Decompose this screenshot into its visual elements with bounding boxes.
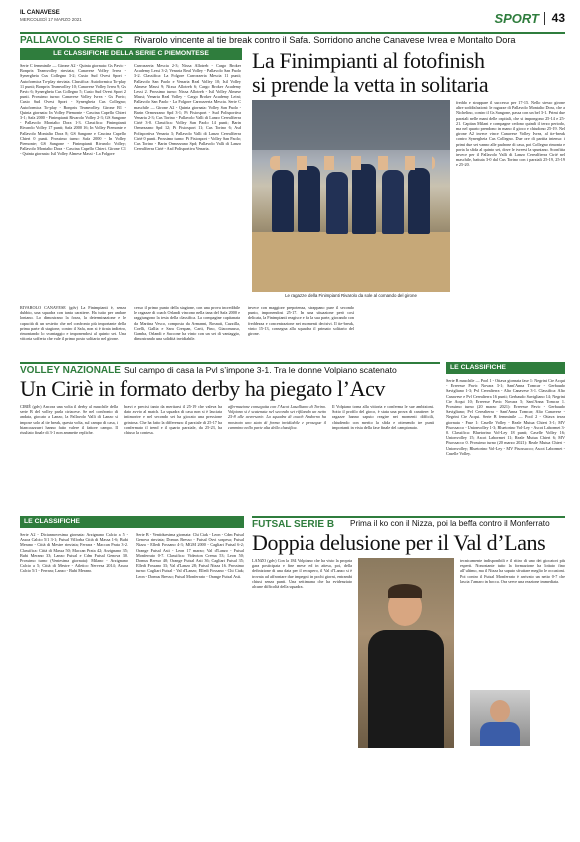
futsal-body-2: tecnicamente indisponibili e il ritiro di uno dei giocatori più esperti. Nonostante tutto la formazione ha lottato fino all’ultimo, ma il Nizza ha saputo sfruttare meglio le occasioni. Poi contro il Futsal Monferrato è arrivato un netto 0-7 che lascia l’amaro in bocca. Ora serve una reazione immediata. [460,558,565,584]
futsal-standings-box [20,516,244,748]
story2-headline: Un Ciriè in formato derby ha piegato l’Acv [20,376,386,401]
photo-heads [270,156,435,170]
story1-body-right: invece con maggiore prepotenza, strappano pure il secondo punto, imponendosi 25-17. In una situazione però così delicata, la Finimpianti reagisce e fa la sua parte, giocando con freddezza e concentrazione nei momenti decisivi. Il tie-break, vinto 15-13, consegna alla squadra il primato solitario del girone. [248,305,354,337]
small-photo-body [480,722,520,746]
section-divider [544,12,545,25]
photo-player-2 [298,166,320,232]
standings-box-title: LE CLASSIFICHE DELLA SERIE C PIEMONTESE [20,48,242,60]
story1-kicker: PALLAVOLO SERIE C [20,35,123,46]
story2-col-3: affermazione conseguita con l’Ascot Lasalliano di Torino. Volpiano si è scatenata nel secondo set rifilando un netto 25-8 alle avversarie. La squadra di coach Andorno ha mostrato uno stato di forma invidiabile e prosegue il cammino nella parte alta della classifica. [228,404,326,430]
story1-headline-1: La Finimpianti al fotofinish [252,48,485,73]
story1-right-column: freddo e strappare il successo per 17-15. Nello stesso girone altre soddisfazioni: le ragazze di Pallavolo Montalto Dora, che a Nichelino, contro il Gs Sangone, passa con un bel 3-1. Primi due parziali nelle mani delle ospitali, che si impongono 25-14 e 25-21. Capitan Milani e compagne cedono quindi il terzo periodo, ma nel quarto prendono in mano il gioco e chiudono 25-19. Nel girone A2 invece vince Canavese Volley Ivrea, al tie-break contro Synergheia Cus Collegno. Due ore di partita intensa: i primi due set vanno alle padrone di casa, poi Collegno rimonta e porta la sfida al quinto set, dove le ivreesi la spuntano. Sconfitta invece per il Pallavolo Valli di Lanzo Cerealfierra Cirié nel maschile, battuta 3-0 dal Cus Torino con i parziali 25-19, 25-19 e 25-20. [456,100,565,168]
futsal-subhead: Prima il ko con il Nizza, poi la beffa contro il Monferrato [350,519,550,528]
futsal-kicker-bar [252,516,565,531]
masthead [20,10,565,32]
story1-headline-2: si prende la vetta in solitaria [252,72,489,97]
futsal-small-photo [470,690,530,746]
story2-col-4: Il Volpiano torna alla vittoria e conferma le sue ambizioni. Sotto il profilo del gioco, è stata una prova di carattere: le ragazze hanno saputo reagire nei momenti difficili, chiudendo con merito la sfida e ottenendo tre punti importanti in vista della fase finale del campionato. [332,404,434,430]
serie-b-box-title: LE CLASSIFICHE [446,362,565,374]
serie-c-standings-box [20,48,242,302]
story1-body-far [362,305,452,357]
futsal-box-title: LE CLASSIFICHE [20,516,244,528]
photo-player-1 [272,170,294,232]
section-title: SPORT [494,11,539,26]
story2-col-2: bravi e precisi tanto da meritarsi il 25-19 che valeva ha dato avvio al match. La squadra di casa non si è lasciata intimorire e nel secondo set ha giocato una pressione grintosa. Che ha fatto la differenza: il parziale di 25-17 ha confermato il trend e il quarto parziale, da 25-23, ha chiuso la contesa. [124,404,222,436]
story1-body-left-text: RIVAROLO CANAVESE (gdv) La Finimpianti è, senza dubbio, una squadra con tanta carattere. Ha tutto per andare lontano. Lo dimostrano la forza, la determinazione e le capacità di un sestetto che nel confronto più importante della prima parte di stagione, contro il Safa, non si è tirata indietro, rimontando lo svantaggio e imponendosi al quinto set. Una vittoria sofferta che vale il primo posto solitario nel girone. [20,305,126,342]
standings-col-1: Serie C femminile — Girone A2 - Quinta giornata: Gs Pavic - Bonprix Teamvolley rinviata; Canavese Volley Ivrea - Synergheia Cus Collegno 3-2; Cusio Sud Ovest Sport - Autoformica To-play rinviata. Classifica: Autoformica To-play 11 punti; Bonprix Teamvolley 10; Canavese Volley Ivrea 9; Gs Pavic 6; Synergheia Cus Collegno 5; Cusio Sud Ovest Sport 2 punti. Prossimo turno: Canavese Volley Ivrea - Gs Pavic; Cusio Sud Ovest Sport - Synergheia Cus Collegno; Autoformica To-play - Bonprix Teamvolley. Girone B1 - Quinta giornata: In Volley Piemonte - Cascina Capello Chieri 3-1; Safa 2000 - Finimpianti Rivarolo Volley 2-3; GS Sangone - Pallavolo Montalto Dora 1-3. Classifica: Finimpianti Rivarolo Volley 17 punti; Safa 2000 16; In Volley Piemonte e Pallavolo Montalto Dora 8; GS Sangone e Cascina Capello Chieri 0 punti. Prossimo turno: Safa 2000 - In Volley Piemonte; GS Sangone - Finimpianti Rivarolo Volley; Pallavolo Montalto Dora - Cascina Capello Chieri. Girone C1 - Quinta giornata: Isil Volley Almese Massi - La Folgore [20,63,126,157]
photo-player-4 [352,164,376,234]
futsal-kicker: FUTSAL SERIE B [252,519,335,530]
story2-col-1: CIRIÈ (gdv) Ancora una volta il derby al maschile della serie B del volley parla ciriacese. Se nel confronto di andata, giocato a Lanzo, la Pallavolo Valli di Lanzo si impose solo al tie break, questa volta, sul campo di casa, i biancoazzurri hanno fatto valere il fattore campo. Il risultato finale di 3-1 non ammette repliche. [20,404,118,436]
photo-wall [252,100,450,150]
futsal-body-1: LANZO (gdv) Con la 184 Volpiano che ha visto la propria gara posticipata e fine mese ed in attesa, poi, della definizione di una data per il recupero, il Val d’Lanzo si è trovata ad affrontare due impegni in pochi giorni, entrambi chiusi senza punti. Una settimana che ha evidenziato alcune difficoltà della squadra. [252,558,352,590]
story2-subhead: Sul campo di casa la Pvl s’impone 3-1. Tra le donne Volpiano scatenato [124,365,397,375]
paper-name: IL CANAVESE [20,10,60,16]
team-photo-caption: Le ragazze della Finimpianti Rivarolo da sole al comando del girone [285,293,417,298]
photo-player-6 [408,168,430,234]
futsal-col-2: Serie B - Ventiduesima giornata: Chi Ciak - Leon - Cdm Futsal Genova rinviata; Domus Bresso - Futsal Osvi sospesa; Futsal Nizza - Elledi Fossano 4-3; MGM 2000 - Cagliari Futsal 6-2; Orange Futsal Asti - Leon 17 marzo; Val d'Lanzo - Futsal Monferrato 0-7. Classifica: Videoton Crema 53; Leon 50; Domus Bresso 40; Orange Futsal Asti 36; Cagliari Futsal 35; Elledi Fossano 33; Val d'Lanzo 28; Futsal Nizza 16. Prossimo turno: Cagliari Futsal - Val d'Lanzo; Elledi Fossano - Chi Ciak; Leon - Domus Bresso; Futsal Monferrato - Orange Futsal Asti. [136,532,244,579]
photo-player-3 [326,172,348,234]
team-photo [252,100,450,292]
futsal-player-photo [358,558,454,748]
story1-body-mid: cesso il primo punto della stagione, con una prova incredibile le ragazze di coach Orlandi vincono nella tana del Safa 2000 e raggiungono la testa della classifica. La compagine capitanata da Martina Vesco, composta da Armanni, Rosnati, Cuzzilla, Coelli, Gallia e Sara Crespan, Carti, Fino, Giacomasso, Gamba, Orlandi e Saccone ha vinto con un set di vantaggio, dimostrando una solidità invidiabile. [134,305,240,342]
story2-kicker: VOLLEY NAZIONALE [20,365,121,376]
page-number: 43 [551,11,565,25]
small-photo-head [490,700,510,722]
serie-b-standings-box [446,362,565,512]
futsal-player-hair [388,584,422,598]
photo-floor [252,232,450,292]
photo-player-5 [382,170,404,234]
story1-subhead: Rivarolo vincente al tie break contro il Safa. Sorridono anche Canavese Ivrea e Montalto Dora [134,35,516,45]
serie-b-box-text: Serie B maschile — Pool 1 - Ottava giornata fase 1: Negrini Cte Acqui - Erreesse Pavic Novara 3-1; Sant'Anna Tomcar - Gerbaudo Savigliano 1-3; Pvl Cerealterra - Alto Canavese 3-1. Classifica: Alto Canavese e Pvl Cerealterra 16 punti; Gerbaudo Savigliano 14; Negrini Cte Acqui 10; Erreesse Pavic Novara 5; Sant'Anna Tomcar 1. Prossimo turno (20 marzo 2021): Erreesse Pavic - Gerbaudo Savigliano; Pvl Cerealterra - Sant'Anna Tomcar; Alto Canavese - Negrini Cte Acqui. Serie B femminile — Pool 2 - Ottava terza giornata - Fase 1: Caselle Volley - Reale Mutua Chieri 3-1; MV Pisossacco - Unionvolley 1-3; Bluetorino Vol-Ley - Ascot Labormet 3-0. Classifica: Bluetorino Vol-Ley 18 punti; Caselle Volley 16; Unionvolley 15; Ascot Labormet 11; Reale Mutua Chieri 6; MV Pisossacco 0. Prossimo turno (20 marzo 2021): Reale Mutua Chieri - Unionvolley; Bluetorino Vol-Ley - MV Pisossacco; Ascot Labormet - Caselle Volley. [446,378,565,456]
story1-kicker-bar [20,32,565,47]
story1-body-left [20,305,126,357]
issue-date: MERCOLEDÌ 17 MARZO 2021 [20,17,82,22]
futsal-col-1: Serie A2 - Diciannovesima giornata: Arzignano Calcio a 5 - Assoa Calcio 5/1 3-1; Futsal Villorba Città di Massa 1-6; Bubi Merano - Città di Mestre rinviata; Ferrara - Maccan Prata 3-2. Classifica: Città di Massa 50; Maccan Prata 42; Arzignano 35; Bubi Merano 33; Lanzo Futsal e Cdm Futsal Genova 30. Prossimo turno (Ventesima giornata): Milano - Arzignano Calcio a 5; Città di Mestre - Atletico Nervesa 2014; Assoa Calcio 5/1 - Ferrara; Lanzo - Bubi Merano. [20,532,128,574]
futsal-headline: Doppia delusione per il Val d’Lans [252,530,546,555]
story2-kicker-bar [20,362,440,377]
standings-col-2: Carrozzeria Mescia 2-3; Nixsa Allotreb - Cargo Broker Academy Lessi 3-2; Venaria Real Volley - Pallavolo San Paolo 3-2. Classifica: La Folgore Carrozzeria Mescia 11 punti; Pallavolo San Paolo e Venaria Real Volley 10; Isil Volley Almese Massi 9; Nixsa Allotreb 6; Cargo Broker Academy Lessi 2. Prossimo turno: Nixsa Allotreb - Isil Volley Almese Massi; Venaria Real Volley - Cargo Broker Academy Leini; Pallavolo San Paolo - La Folgore Carrozzeria Mescia. Serie C maschile — Girone A2 - Quinta giornata: Volley San Paolo - Barin Ormezzano Spd 3-1; Pi Fisiosport - Sud Polisportiva Venaria 2-3; Cus Torino - Pallavolo Valli di Lanzo Cerealfierra Cirié 3-0. Classifica: Volley San Paolo 14 punti; Barin Ormezzano Spd 12; Pi Fisiosport 11; Cus Torino 6; Asd Polisportiva Venaria 3; Pallavolo Valli di Lanzo Cerealfierra Cirié 0 punti. Prossimo turno: Pi Fisiosport - Volley San Paolo; Cus Torino - Barin Ormezzano Spd; Pallavolo Valli di Lanzo Cerealfierra Cirié - Asd Polisportiva Venaria. [134,63,241,152]
futsal-player-shirt [368,630,444,748]
